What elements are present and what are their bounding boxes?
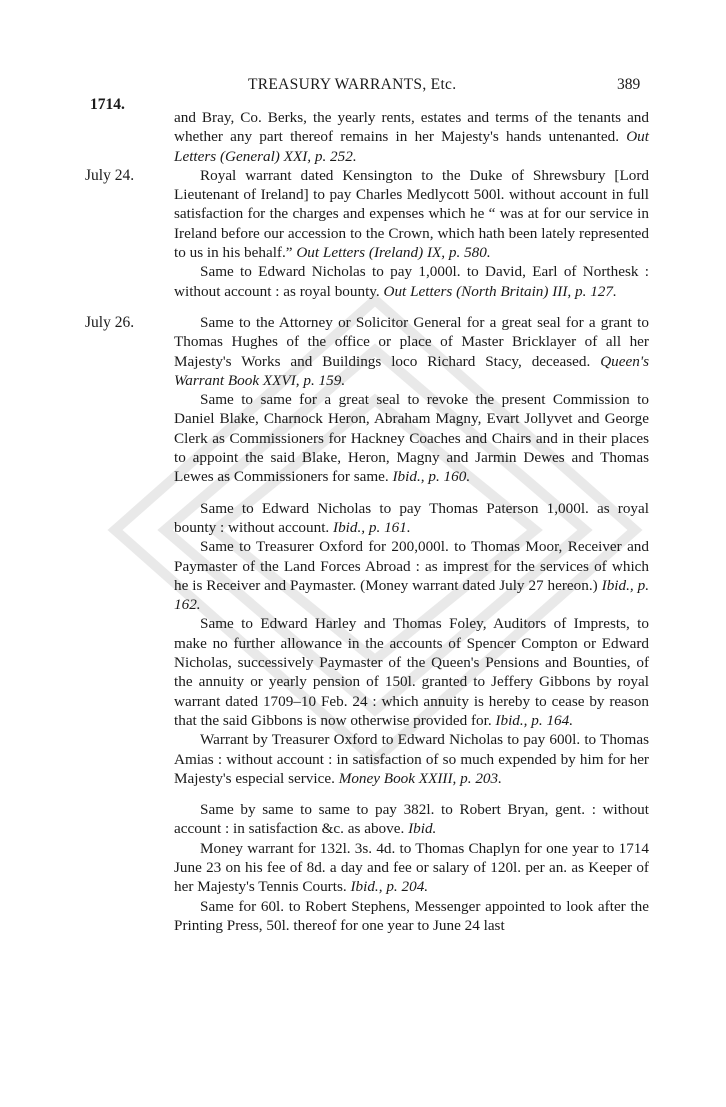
entry-text: Same to Edward Nicholas to pay Thomas Paterson 1,000l. as royal bounty : without account. bbox=[174, 499, 649, 536]
entry-reference: Ibid., p. 162. bbox=[174, 576, 649, 614]
entry-date: July 24. bbox=[85, 166, 135, 184]
entry-reference: Ibid., p. 160. bbox=[392, 468, 471, 486]
margin-year: 1714. bbox=[90, 96, 125, 113]
entry-reference: Out Letters (Ireland) IX, p. 580. bbox=[296, 244, 491, 262]
entry-text: Same for 60l. to Robert Stephens, Messenger appointed to look after the Printing Press, 50l. thereof for one year to June 24 last bbox=[174, 897, 649, 934]
entry-2 bbox=[174, 262, 649, 301]
entry-3 bbox=[85, 313, 649, 390]
entry-text: Same by same to same to pay 382l. to Robert Bryan, gent. : without account : in satisfaction &c. as above. bbox=[174, 801, 649, 838]
entry-text: Same to Edward Harley and Thomas Foley, Auditors of Imprests, to make no further allowance in the accounts of Spencer Compton or Edward Nicholas, successively Paymaster of the Queen's Pensions and Bounties, of the annuity or yearly pension of 150l. granted to Jeffery Gibbons by royal warrant dated 1709–10 Feb. 24 : which annuity is hereby to cease by reason that the said Gibbons is now otherwise provided for. bbox=[174, 615, 649, 729]
page-number: 389 bbox=[617, 76, 641, 93]
entry-text: Same to Treasurer Oxford for 200,000l. to Thomas Moor, Receiver and Paymaster of the Land Forces Abroad : as imprest for the services of which he is Receiver and Paymaster. (Money warrant dated July 27 hereon.) bbox=[174, 538, 649, 594]
running-head bbox=[0, 76, 726, 113]
entry-reference: Out Letters (North Britain) III, p. 127. bbox=[383, 282, 617, 300]
body-text bbox=[85, 108, 649, 935]
entry-date: July 26. bbox=[85, 313, 135, 331]
entry-text: Money warrant for 132l. 3s. 4d. to Thomas Chaplyn for one year to 1714 June 23 on his fee of 8d. a day and fee or salary of 120l. per an. as Keeper of her Majesty's Tennis Courts. bbox=[174, 839, 649, 896]
entry-text: Royal warrant dated Kensington to the Duke of Shrewsbury [Lord Lieutenant of Ireland] to pay Charles Medlycott 500l. without account in full satisfaction for the charges and expenses which he “ was at for our service in Ireland before our accession to the Crown, which hath been lately represented to us in his behalf.” bbox=[174, 166, 649, 262]
entry-10 bbox=[174, 839, 649, 897]
entry-reference: Money Book XXIII, p. 203. bbox=[338, 769, 502, 787]
entry-text: and Bray, Co. Berks, the yearly rents, estates and terms of the tenants and whether any part thereof remains in her Majesty's hands untenanted. bbox=[174, 109, 649, 146]
entry-0 bbox=[174, 108, 649, 166]
entry-4 bbox=[174, 390, 649, 486]
entry-5 bbox=[174, 499, 649, 538]
entry-reference: Queen's Warrant Book XXVI, p. 159. bbox=[174, 352, 649, 389]
entry-1 bbox=[85, 166, 649, 262]
entry-9 bbox=[174, 800, 649, 839]
entry-text: Same to the Attorney or Solicitor General for a great seal for a grant to Thomas Hughes of the office or place of Master Bricklayer of all her Majesty's Works and Buildings loco Richard Stacy, deceased. bbox=[174, 313, 649, 370]
entry-8 bbox=[174, 730, 649, 788]
entry-11 bbox=[174, 897, 649, 936]
entry-reference: Ibid., p. 164. bbox=[495, 711, 574, 729]
entry-reference: Ibid. bbox=[408, 820, 437, 838]
entry-text: Same to Edward Nicholas to pay 1,000l. to David, Earl of Northesk : without account : as royal bounty. bbox=[174, 263, 649, 300]
entry-text: Warrant by Treasurer Oxford to Edward Nicholas to pay 600l. to Thomas Amias : without account : in satisfaction of so much expended by him for her Majesty's especial service. bbox=[174, 731, 649, 787]
entry-reference: Out Letters (General) XXI, p. 252. bbox=[174, 128, 649, 165]
entry-7 bbox=[174, 614, 649, 730]
entry-reference: Ibid., p. 204. bbox=[350, 878, 429, 896]
entry-6 bbox=[174, 537, 649, 614]
entry-reference: Ibid., p. 161. bbox=[333, 518, 411, 536]
running-title: TREASURY WARRANTS, Etc. bbox=[248, 76, 457, 93]
entry-text: Same to same for a great seal to revoke the present Commission to Daniel Blake, Charnock Heron, Abraham Magny, Evart Jollyvet and George Clerk as Commissioners for Hackney Coaches and Chairs and in their places to appoint the said Blake, Heron, Magny and Jarmin Dewes and Thomas Lewes as Commissioners for same. bbox=[174, 391, 649, 486]
